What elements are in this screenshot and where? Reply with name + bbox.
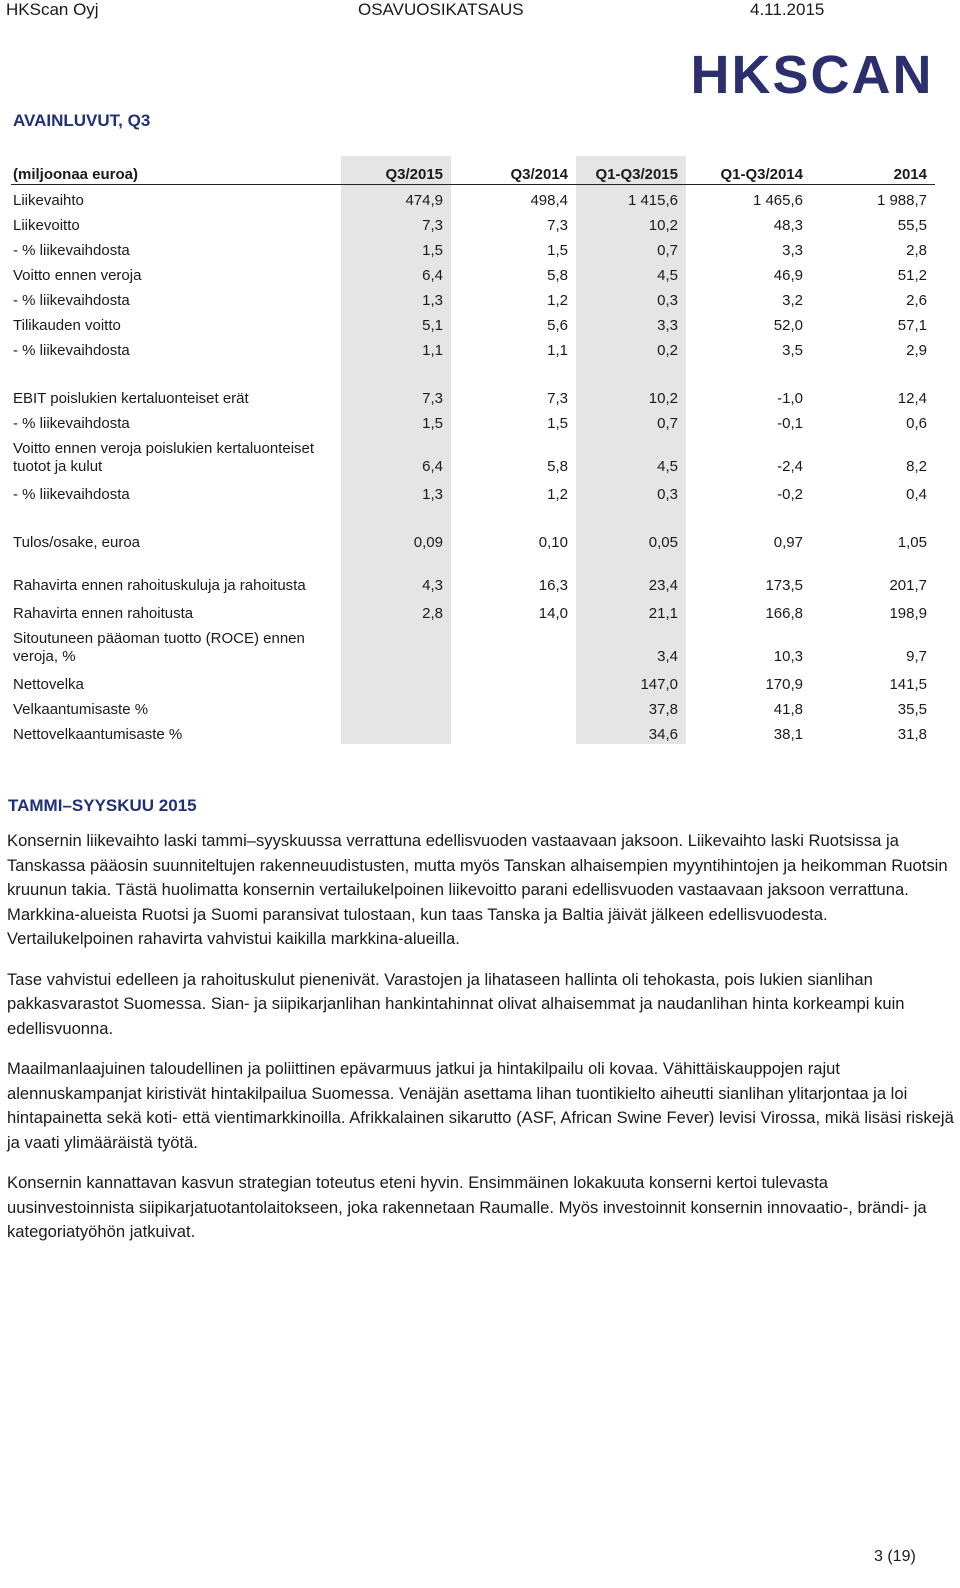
table-cell: 0,7 (576, 235, 686, 260)
row-label: EBIT poislukien kertaluonteiset erät (13, 390, 249, 407)
column-header: (miljoonaa euroa) (11, 156, 341, 185)
table-cell: 3,5 (782, 342, 803, 359)
table-cell: 0,2 (576, 335, 686, 360)
table-cell: 170,9 (765, 676, 803, 693)
table-cell: 2,9 (906, 342, 927, 359)
table-cell: 48,3 (773, 217, 803, 234)
table-cell: 52,0 (773, 317, 803, 334)
table-row (11, 335, 935, 360)
table-row (11, 552, 935, 598)
table-spacer-row (11, 360, 935, 383)
row-label: Liikevaihto (13, 192, 84, 209)
hkscan-logo (690, 46, 935, 100)
table-cell (341, 719, 451, 744)
table-cell (451, 694, 576, 719)
table-cell: -2,4 (777, 458, 803, 475)
table-cell: 1,5 (547, 242, 568, 259)
table-cell: 9,7 (906, 648, 927, 665)
table-cell: 46,9 (773, 267, 803, 284)
table-row (11, 598, 935, 623)
paragraph: Tase vahvistui edelleen ja rahoituskulut pienenivät. Varastojen ja lihataseen hallinta oli tehokasta, pois lukien sianlihan pakkasvarastot Suomessa. Sian- ja siipikarjanlihan hankintahinnat olivat alhaisemmat ja naudanlihan hinta korkeampi kuin edellisvuonna. (7, 969, 905, 1038)
row-label: - % liikevaihdosta (13, 292, 130, 309)
table-cell (341, 694, 451, 719)
table-row (11, 408, 935, 433)
table-row (11, 669, 935, 694)
table-cell (451, 719, 576, 744)
column-header: Q3/2014 (451, 156, 576, 185)
logo-text: HKSCAN (690, 46, 934, 100)
table-header-row (11, 156, 935, 185)
table-cell: 3,3 (782, 242, 803, 259)
paragraph: Maailmanlaajuinen taloudellinen ja poliittinen epävarmuus jatkui ja hintakilpailu oli kovaa. Vähittäiskauppojen rajut alennuskampanjat kiristivät hintakilpailua Suomessa. Venäjän asettama lihan tuontikielto aiheutti sianlihan ylitarjontaa ja loi hintapainetta sekä koti- että vientimarkkinoilla. Afrikkalainen sikarutto (ASF, African Swine Fever) levisi Virossa, mikä lisäsi riskejä ja vaati ylimääräistä työtä. (7, 1059, 954, 1152)
table-cell: 0,09 (341, 527, 451, 552)
table-cell (451, 504, 576, 527)
key-figures-table (11, 156, 935, 744)
table-cell: 0,10 (538, 534, 568, 551)
header-report-type: OSAVUOSIKATSAUS (358, 0, 524, 19)
paragraph: Konsernin liikevaihto laski tammi–syyskuussa verrattuna edellisvuoden vastaavaan jaksoon. Liikevaihto laski Ruotsissa ja Tanskassa pääosin suunniteltujen rakenneuudistusten, mutta myös Tanskan alhaisempien myyntihintojen ja heikomman Ruotsin kruunun takia. Tästä huolimatta konsernin vertailukelpoinen liikevoitto parani edellisvuoden vastaavaan jaksoon verrattuna. Markkina-alueista Ruotsi ja Suomi paransivat tulostaan, kun taas Tanska ja Baltia jäivät jälkeen edellisvuodesta. Vertailukelpoinen rahavirta vahvistui kaikilla markkina-alueilla. (7, 831, 948, 948)
row-label: Nettovelka (13, 676, 84, 693)
table-cell: 35,5 (897, 701, 927, 718)
table-row (11, 260, 935, 285)
table-cell: 1 465,6 (752, 192, 803, 209)
table-row (11, 285, 935, 310)
table-cell: 0,05 (576, 527, 686, 552)
table-cell (576, 504, 686, 527)
table-cell: 37,8 (576, 694, 686, 719)
table-row (11, 694, 935, 719)
table-cell: 1,2 (547, 292, 568, 309)
table-cell: 38,1 (773, 726, 803, 743)
page-header (6, 0, 960, 24)
table-cell: 7,3 (341, 383, 451, 408)
table-cell: 4,5 (576, 433, 686, 479)
paragraph: Konsernin kannattavan kasvun strategian toteutus eteni hyvin. Ensimmäinen lokakuuta konserni kertoi tulevasta uusinvestoinnista siipikarjatuotantolaitokseen, joka rakennetaan Raumalle. Myös investoinnit konsernin innovaatio-, brändi- ja kategoriatyöhön jatkuivat. (7, 1173, 927, 1241)
row-label: Tilikauden voitto (13, 317, 121, 334)
table-cell (811, 360, 935, 383)
table-cell: 4,3 (341, 552, 451, 598)
table-cell: 0,3 (576, 479, 686, 504)
table-cell: 1,1 (547, 342, 568, 359)
table-cell: 0,4 (906, 486, 927, 503)
row-label: Nettovelkaantumisaste % (13, 726, 183, 743)
column-header: Q1-Q3/2015 (576, 156, 686, 185)
table-cell: 12,4 (897, 390, 927, 407)
row-label (11, 504, 341, 527)
table-cell: 41,8 (773, 701, 803, 718)
table-cell: -1,0 (777, 390, 803, 407)
table-cell: 10,3 (773, 648, 803, 665)
table-cell: 10,2 (576, 383, 686, 408)
table-cell: 6,4 (341, 433, 451, 479)
table-cell: 0,7 (576, 408, 686, 433)
table-cell: 198,9 (889, 605, 927, 622)
table-row (11, 479, 935, 504)
row-label: Voitto ennen veroja (13, 267, 142, 284)
table-cell: 3,4 (576, 623, 686, 669)
table-cell: 0,97 (773, 534, 803, 551)
row-label: - % liikevaihdosta (13, 415, 130, 432)
row-label (11, 360, 341, 383)
table-cell: 2,6 (906, 292, 927, 309)
table-row (11, 719, 935, 744)
table-cell: 1,5 (341, 235, 451, 260)
row-label: Rahavirta ennen rahoitusta (13, 605, 194, 622)
table-cell: 147,0 (576, 669, 686, 694)
table-cell: 5,8 (547, 458, 568, 475)
table-cell: 1,3 (341, 285, 451, 310)
table-cell: 1,5 (341, 408, 451, 433)
column-header: Q1-Q3/2014 (686, 156, 811, 185)
table-cell: 1,1 (341, 335, 451, 360)
table-spacer-row (11, 504, 935, 527)
table-cell: 16,3 (538, 577, 568, 594)
table-cell: 166,8 (765, 605, 803, 622)
table-cell: 1 415,6 (576, 185, 686, 211)
table-row (11, 185, 935, 211)
table-row (11, 433, 935, 479)
table-cell (341, 504, 451, 527)
table-row (11, 383, 935, 408)
table-cell (686, 504, 811, 527)
table-cell (686, 360, 811, 383)
table-cell: 7,3 (341, 210, 451, 235)
table-cell: 0,3 (576, 285, 686, 310)
table-cell: 55,5 (897, 217, 927, 234)
column-header: Q3/2015 (341, 156, 451, 185)
table-cell: 3,2 (782, 292, 803, 309)
table-cell: 474,9 (341, 185, 451, 211)
table-cell: 173,5 (765, 577, 803, 594)
table-cell: 23,4 (576, 552, 686, 598)
period-section-title: TAMMI–SYYSKUU 2015 (8, 796, 197, 815)
table-cell: 201,7 (889, 577, 927, 594)
table-cell: 1,5 (547, 415, 568, 432)
table-cell: 31,8 (897, 726, 927, 743)
table-cell: 10,2 (576, 210, 686, 235)
table-cell: 5,6 (547, 317, 568, 334)
table-row (11, 235, 935, 260)
table-cell: -0,1 (777, 415, 803, 432)
row-label: - % liikevaihdosta (13, 342, 130, 359)
header-date: 4.11.2015 (750, 0, 825, 19)
column-header: 2014 (811, 156, 935, 185)
row-label: Sitoutuneen pääoman tuotto (ROCE) ennen veroja, % (13, 630, 305, 665)
table-cell: 2,8 (906, 242, 927, 259)
table-cell: 1,3 (341, 479, 451, 504)
row-label: Velkaantumisaste % (13, 701, 149, 718)
page-number: 3 (19) (874, 1548, 916, 1565)
table-cell: 57,1 (897, 317, 927, 334)
table-cell (576, 360, 686, 383)
table-cell: 21,1 (576, 598, 686, 623)
table-cell: 141,5 (889, 676, 927, 693)
table-cell (341, 669, 451, 694)
table-cell: 7,3 (547, 390, 568, 407)
table-cell: 34,6 (576, 719, 686, 744)
table-cell: 5,1 (341, 310, 451, 335)
table-cell (341, 623, 451, 669)
row-label: Liikevoitto (13, 217, 80, 234)
row-label: - % liikevaihdosta (13, 242, 130, 259)
header-company: HKScan Oyj (6, 0, 99, 19)
table-cell: 14,0 (538, 605, 568, 622)
table-cell: 1 988,7 (876, 192, 927, 209)
row-label: Rahavirta ennen rahoituskuluja ja rahoitusta (13, 577, 306, 594)
table-cell: 498,4 (530, 192, 568, 209)
table-row (11, 210, 935, 235)
row-label: Voitto ennen veroja poislukien kertaluonteiset tuotot ja kulut (13, 440, 315, 475)
table-cell (451, 669, 576, 694)
table-cell (451, 623, 576, 669)
table-row (11, 623, 935, 669)
table-cell (811, 504, 935, 527)
row-label: Tulos/osake, euroa (13, 534, 141, 551)
table-cell: 1,05 (897, 534, 927, 551)
table-cell (341, 360, 451, 383)
table-cell: 6,4 (341, 260, 451, 285)
table-cell: 0,6 (906, 415, 927, 432)
table-cell: 3,3 (576, 310, 686, 335)
table-cell: 1,2 (547, 486, 568, 503)
table-cell: 51,2 (897, 267, 927, 284)
table-cell: 2,8 (341, 598, 451, 623)
table-cell: -0,2 (777, 486, 803, 503)
table-row (11, 310, 935, 335)
table-cell: 4,5 (576, 260, 686, 285)
table-cell: 8,2 (906, 458, 927, 475)
table-cell: 5,8 (547, 267, 568, 284)
row-label: - % liikevaihdosta (13, 486, 130, 503)
table-cell: 7,3 (547, 217, 568, 234)
table-cell (451, 360, 576, 383)
report-body (7, 829, 955, 1261)
key-figures-title: AVAINLUVUT, Q3 (13, 111, 151, 130)
table-row (11, 527, 935, 552)
